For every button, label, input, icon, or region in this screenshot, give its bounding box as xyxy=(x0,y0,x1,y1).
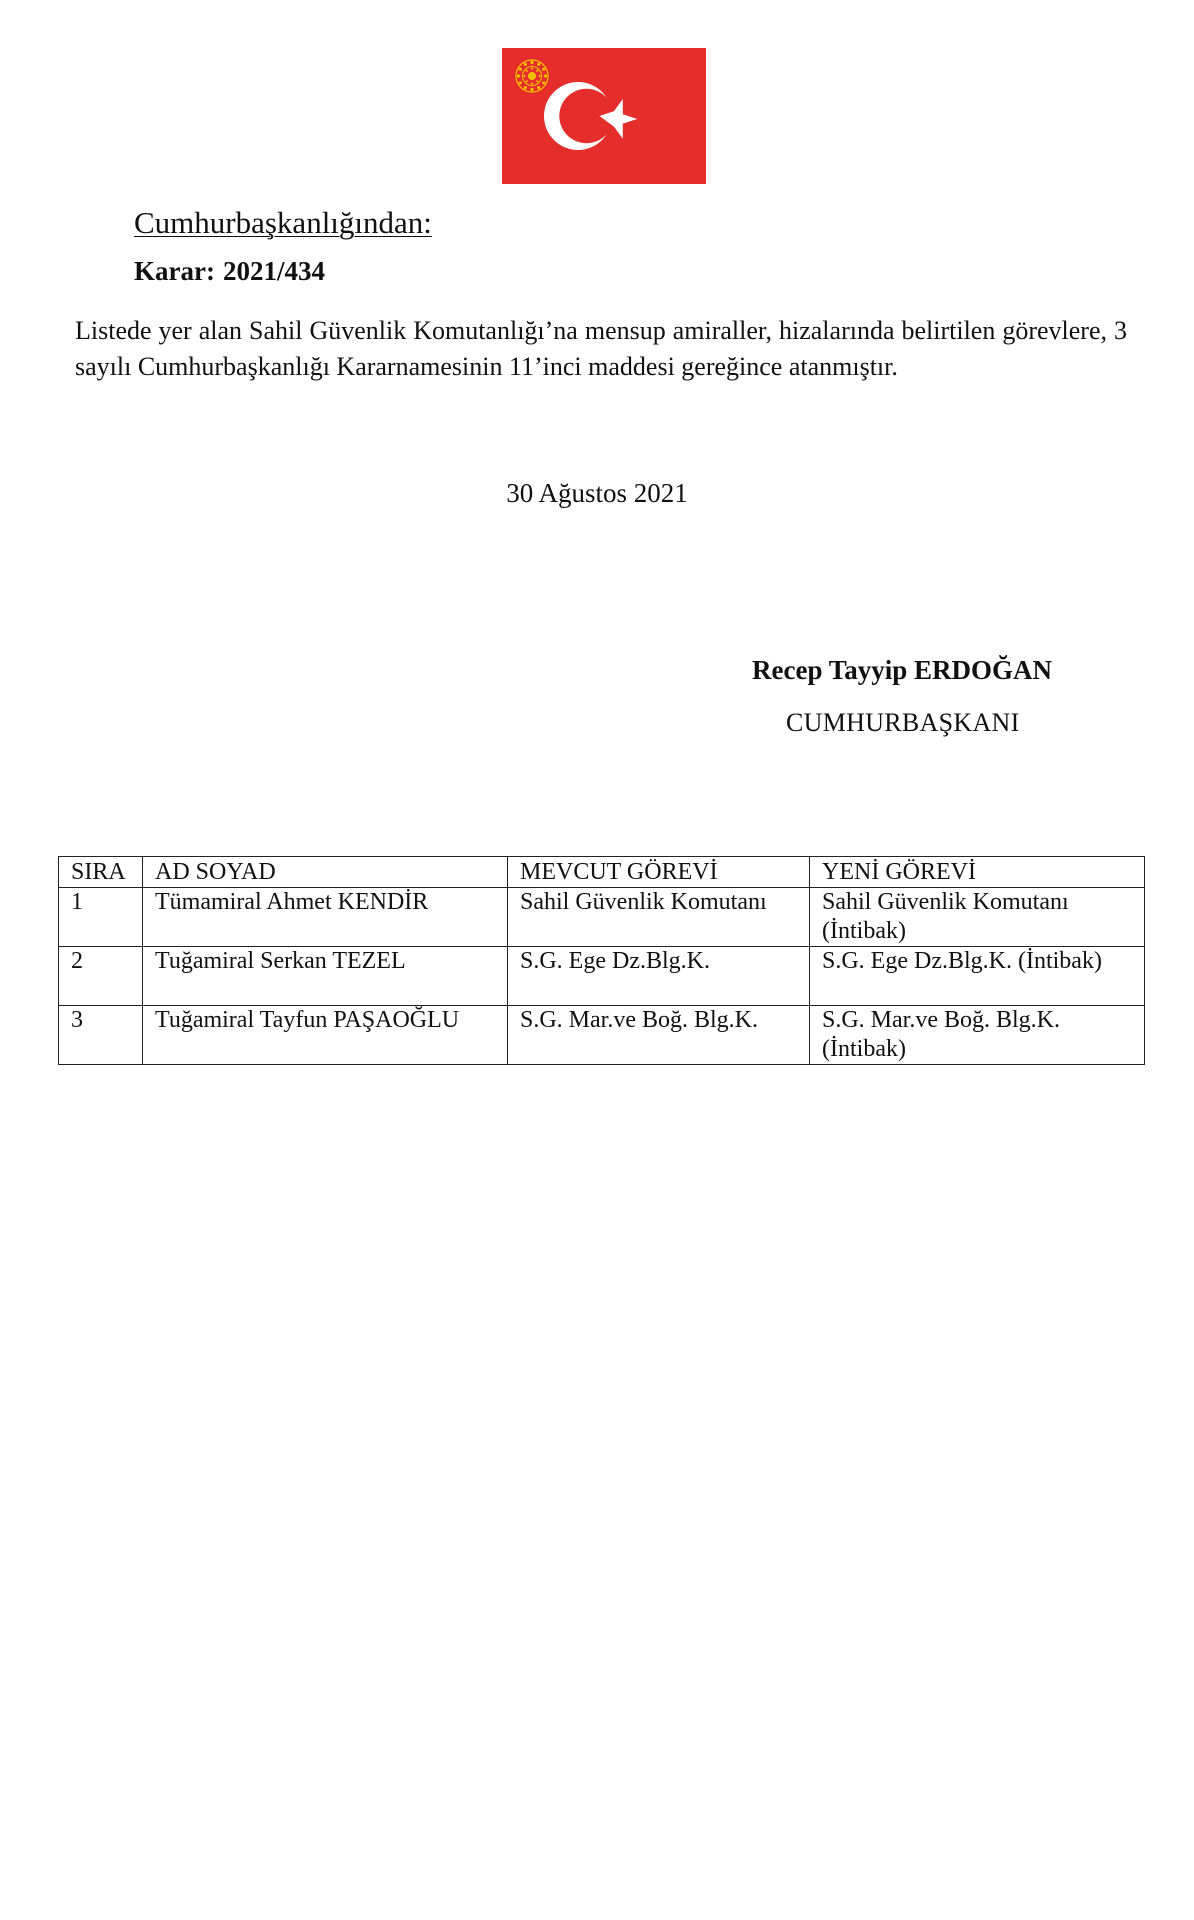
column-header-ad-soyad: AD SOYAD xyxy=(143,857,508,888)
cell-mevcut-gorevi: S.G. Mar.ve Boğ. Blg.K. xyxy=(508,1006,810,1065)
cell-ad-soyad: Tuğamiral Serkan TEZEL xyxy=(143,947,508,1006)
cell-sira: 1 xyxy=(59,888,143,947)
table-header-row xyxy=(59,857,1145,888)
cell-mevcut-gorevi: Sahil Güvenlik Komutanı xyxy=(508,888,810,947)
signer-title: CUMHURBAŞKANI xyxy=(786,708,1020,737)
decision-value: 2021/434 xyxy=(222,256,325,286)
institution-heading: Cumhurbaşkanlığından: xyxy=(134,205,432,240)
decision-date: 30 Ağustos 2021 xyxy=(506,478,688,508)
table-row xyxy=(59,1006,1145,1065)
cell-yeni-gorevi: S.G. Mar.ve Boğ. Blg.K. (İntibak) xyxy=(810,1006,1145,1065)
decision-number xyxy=(134,256,325,287)
column-header-sira: SIRA xyxy=(59,857,143,888)
cell-mevcut-gorevi: S.G. Ege Dz.Blg.K. xyxy=(508,947,810,1006)
cell-sira: 3 xyxy=(59,1006,143,1065)
signer-name: Recep Tayyip ERDOĞAN xyxy=(752,655,1053,685)
decision-label: Karar: xyxy=(134,256,215,286)
appointments-table xyxy=(58,856,1145,1065)
cell-sira: 2 xyxy=(59,947,143,1006)
cell-yeni-gorevi: Sahil Güvenlik Komutanı (İntibak) xyxy=(810,888,1145,947)
table-row xyxy=(59,947,1145,1006)
cell-yeni-gorevi: S.G. Ege Dz.Blg.K. (İntibak) xyxy=(810,947,1145,1006)
turkish-flag-emblem xyxy=(502,48,706,184)
cell-ad-soyad: Tümamiral Ahmet KENDİR xyxy=(143,888,508,947)
table-row xyxy=(59,888,1145,947)
column-header-yeni-gorevi: YENİ GÖREVİ xyxy=(810,857,1145,888)
cell-ad-soyad: Tuğamiral Tayfun PAŞAOĞLU xyxy=(143,1006,508,1065)
column-header-mevcut-gorevi: MEVCUT GÖREVİ xyxy=(508,857,810,888)
decision-body-text: Listede yer alan Sahil Güvenlik Komutanlığı’na mensup amiraller, hizalarında belirtilen görevlere, 3 sayılı Cumhurbaşkanlığı Kararnamesinin 11’inci maddesi gereğince atanmıştır. xyxy=(75,316,1127,381)
